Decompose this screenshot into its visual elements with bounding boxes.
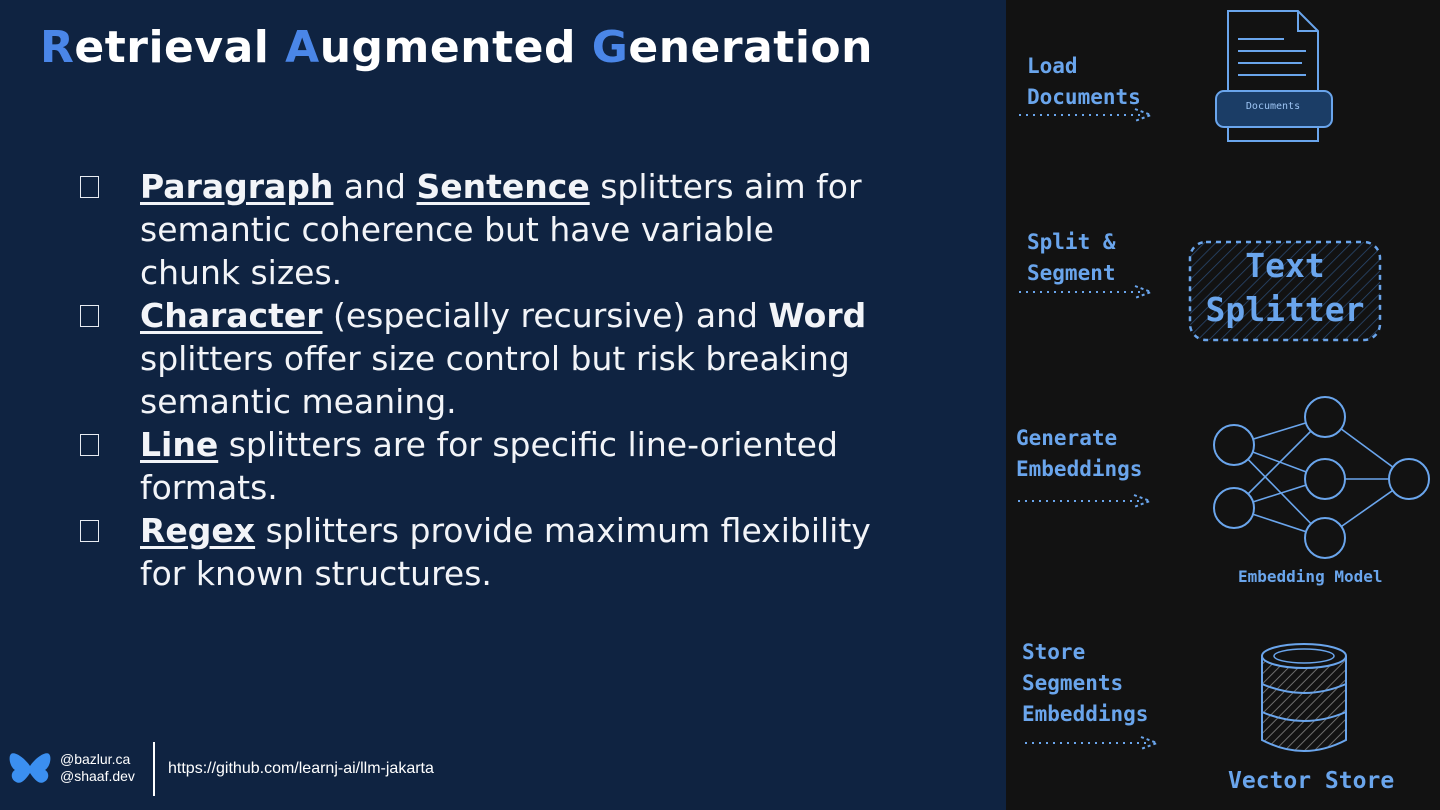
step-store-label: Store Segments Embeddings <box>1022 640 1149 726</box>
checkbox-glyph-icon <box>80 434 99 456</box>
vector-store-label: Vector Store <box>1228 768 1395 794</box>
handle-bazlur: @bazlur.ca <box>60 751 131 767</box>
dotted-arrow-icon <box>1016 492 1158 512</box>
bullet-item: Regex splitters provide maximum flexibility for known structures. <box>80 509 880 595</box>
embedding-model-label: Embedding Model <box>1238 567 1383 586</box>
step-generate-embeddings-label: Generate Embeddings <box>1016 426 1143 481</box>
dotted-arrow-icon <box>1023 734 1165 754</box>
bullet-item: Character (especially recursive) and Word splitters offer size control but risk breaking semantic meaning. <box>80 294 880 423</box>
dotted-arrow-icon <box>1017 283 1159 303</box>
footer-divider <box>153 742 155 796</box>
database-icon <box>1256 640 1352 760</box>
social-handles <box>60 751 135 785</box>
checkbox-glyph-icon <box>80 305 99 327</box>
repo-url-link[interactable]: https://github.com/learnj-ai/llm-jakarta <box>168 760 434 777</box>
bullet-item: Line splitters are for specific line-oriented formats. <box>80 423 880 509</box>
handle-shaaf: @shaaf.dev <box>60 768 135 784</box>
bullet-list <box>80 165 880 595</box>
documents-diagram-label: Documents <box>1245 101 1301 112</box>
checkbox-glyph-icon <box>80 520 99 542</box>
step-load-documents-label: Load Documents <box>1027 54 1141 109</box>
neural-network-icon <box>1206 392 1434 564</box>
butterfly-icon <box>8 749 52 789</box>
documents-icon <box>1206 5 1342 147</box>
slide-title: Retrieval Augmented Generation <box>40 22 873 73</box>
step-split-segment-label: Split & Segment <box>1027 230 1116 285</box>
footer <box>8 742 488 796</box>
text-splitter-label: Text Splitter <box>1205 246 1365 329</box>
bullet-item: Paragraph and Sentence splitters aim for semantic coherence but have variable chunk sizes. <box>80 165 880 294</box>
checkbox-glyph-icon <box>80 176 99 198</box>
dotted-arrow-icon <box>1017 106 1159 126</box>
